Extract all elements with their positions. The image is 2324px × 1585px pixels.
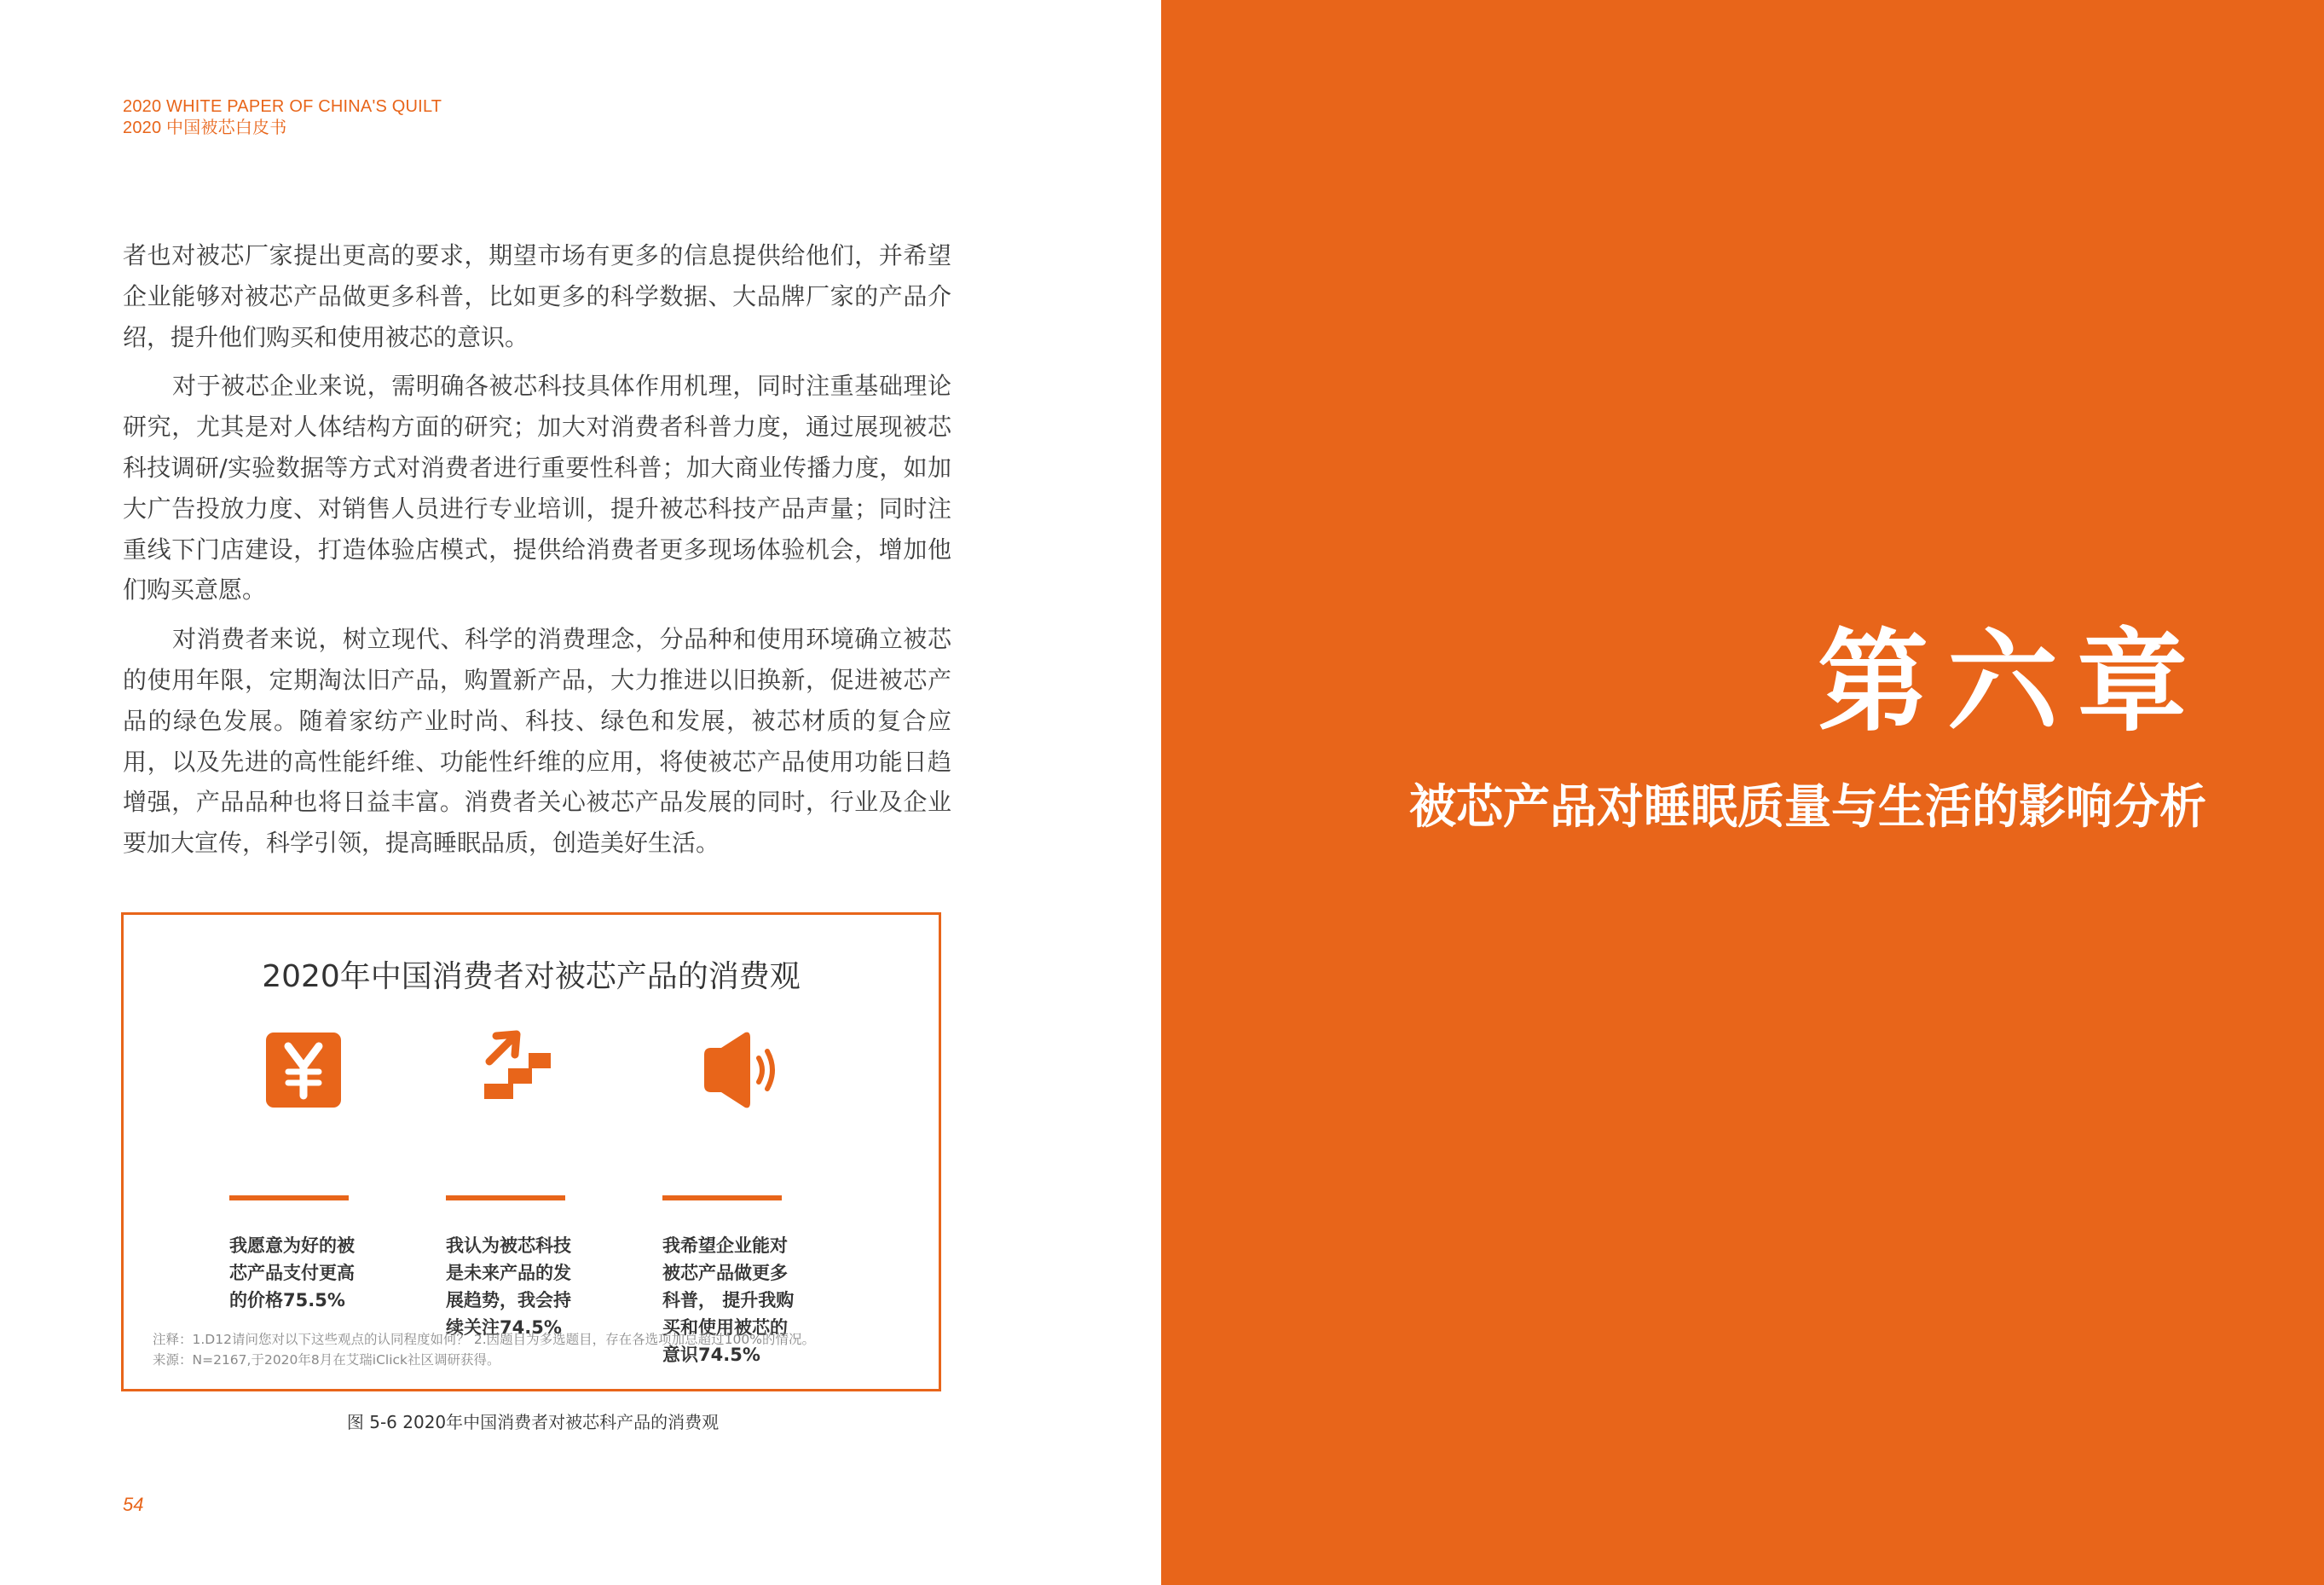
card-caption: 我认为被芯科技 是未来产品的发 展趋势，我会持 续关注74.5%	[446, 1235, 571, 1338]
header-chinese: 2020 中国被芯白皮书	[123, 119, 287, 137]
card-divider	[662, 1195, 782, 1200]
header-english: 2020 WHITE PAPER OF CHINA'S QUILT	[123, 97, 442, 116]
escalator-up-icon	[479, 1029, 569, 1119]
infographic-title: 2020年中国消费者对被芯产品的消费观	[262, 959, 801, 994]
card-caption: 我愿意为好的被 芯产品支付更高 的价格75.5%	[229, 1235, 355, 1310]
paragraph-2: 对于被芯企业来说，需明确各被芯科技具体作用机理，同时注重基础理论研究，尤其是对人体结构方面的研究；加大对消费者科普力度，通过展现被芯科技调研/实验数据等方式对消费者进行重要性科普；加大商业传播力度，如加大广告投放力度、对销售人员进行专业培训，提升被芯科技产品声量；同时注重线下门店建设，打造体验店模式，提供给消费者更多现场体验机会，增加他们购买意愿。	[123, 372, 951, 604]
left-page	[0, 0, 1161, 1585]
card-divider	[229, 1195, 349, 1200]
yuan-icon	[263, 1029, 353, 1119]
chapter-cover-page	[1161, 0, 2324, 1585]
running-header	[123, 96, 442, 139]
chapter-subtitle: 被芯产品对睡眠质量与生活的影响分析	[1408, 779, 2206, 834]
chapter-title: 第六章	[1817, 617, 2206, 747]
note-line: 注释：1.D12请问您对以下这些观点的认同程度如何？ 2.因题目为多选题目，存在各选项加总超过100%的情况。	[153, 1332, 815, 1347]
page-number: 54	[123, 1494, 144, 1515]
card-divider	[446, 1195, 565, 1200]
paragraph-1: 者也对被芯厂家提出更高的要求，期望市场有更多的信息提供给他们，并希望企业能够对被芯产品做更多科普，比如更多的科学数据、大品牌厂家的产品介绍，提升他们购买和使用被芯的意识。	[123, 241, 951, 351]
infographic-box	[121, 912, 941, 1391]
infographic-note	[153, 1329, 815, 1370]
card-caption: 我希望企业能对 被芯产品做更多 科普， 提升我购 买和使用被芯的 意识74.5%	[662, 1235, 795, 1365]
paragraph-3: 对消费者来说，树立现代、科学的消费理念，分品种和使用环境确立被芯的使用年限，定期淘汰旧产品，购置新产品，大力推进以旧换新，促进被芯产品的绿色发展。随着家纺产业时尚、科技、绿色和发展，被芯材质的复合应用，以及先进的高性能纤维、功能性纤维的应用，将使被芯产品使用功能日趋增强，产品品种也将日益丰富。消费者关心被芯产品发展的同时，行业及企业要加大宣传，科学引领，提高睡眠品质，创造美好生活。	[123, 625, 951, 858]
figure-caption: 图 5-6 2020年中国消费者对被芯科产品的消费观	[346, 1412, 720, 1432]
body-text	[123, 235, 951, 872]
source-line: 来源：N=2167,于2020年8月在艾瑞iClick社区调研获得。	[153, 1352, 500, 1368]
speaker-icon	[696, 1029, 786, 1119]
